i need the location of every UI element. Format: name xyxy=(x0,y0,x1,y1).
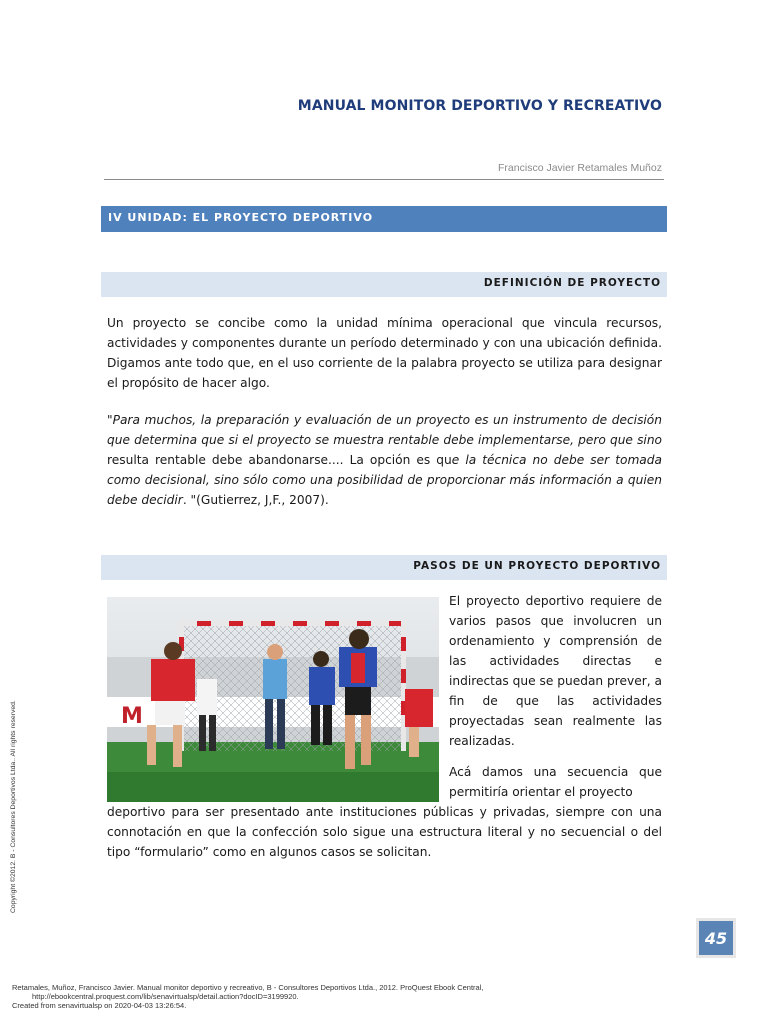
section-heading-steps: PASOS DE UN PROYECTO DEPORTIVO xyxy=(101,555,667,580)
quote-open: " xyxy=(107,413,113,427)
steps-sequence-paragraph-start: Acá damos una secuencia que permitiría orientar el proyecto xyxy=(449,765,662,799)
vertical-copyright-notice: Copyright ©2012. B - Consultores Deportivos Ltda.. All rights reserved. xyxy=(10,700,17,913)
footer-created: Created from senavirtualsp on 2020-04-03 13:26:54. xyxy=(12,1001,187,1010)
steps-intro-paragraph: El proyecto deportivo requiere de varios pasos que involucren un ordenamiento y comprensión de las actividades directas e indirectas que se puedan prever, a fin de que las actividades proyectadas sean realmente las realizadas. xyxy=(449,594,662,748)
definition-paragraph: Un proyecto se concibe como la unidad mínima operacional que vincula recursos, actividades y componentes durante un período determinado y con una ubicación definida. Digamos ante todo que, en el uso corriente de la palabra proyecto se utiliza para designar el propósito de hacer algo. xyxy=(107,316,662,390)
page-number-box xyxy=(696,918,736,958)
section-heading-definition: DEFINICIÓN DE PROYECTO xyxy=(101,272,667,297)
page-number: 45 xyxy=(699,921,733,955)
quote-citation: . "(Gutierrez, J,F., 2007). xyxy=(182,493,329,507)
document-title: MANUAL MONITOR DEPORTIVO Y RECREATIVO xyxy=(297,98,662,114)
footer-url: http://ebookcentral.proquest.com/lib/senavirtualsp/detail.action?docID=3199920. xyxy=(32,992,299,1001)
steps-sequence-paragraph-continued: deportivo para ser presentado ante instituciones públicas y privadas, siempre con una connotación en que la confección solo sigue una estructura literal y no secuencial o del tipo “formulario” como en algunos casos se solicitan. xyxy=(107,805,662,859)
author-name: Francisco Javier Retamales Muñoz xyxy=(498,162,662,174)
quote-italic-text: Para muchos, la preparación y evaluación de un proyecto es un instrumento de decisión que determina que si el proyecto se muestra rentable debe implementarse, pero que sino xyxy=(107,413,662,447)
quote-italic-continuation: e la técnica no debe ser tomada como decisional, sino sólo como una posibilidad de proporcionar más información a quien debe decidir xyxy=(107,453,662,507)
unit-heading-bar: IV UNIDAD: EL PROYECTO DEPORTIVO xyxy=(101,206,667,232)
footer-citation: Retamales, Muñoz, Francisco Javier. Manual monitor deportivo y recreativo, B - Consultores Deportivos Ltda., 2012. ProQuest Ebook Central, xyxy=(12,983,484,992)
header-divider xyxy=(104,179,664,180)
soccer-photo xyxy=(107,597,439,802)
quote-emphasis-text: resulta rentable debe abandonarse.... La opción es qu xyxy=(107,453,452,467)
quote-paragraph xyxy=(107,410,662,510)
svg-text:M: M xyxy=(121,704,143,729)
